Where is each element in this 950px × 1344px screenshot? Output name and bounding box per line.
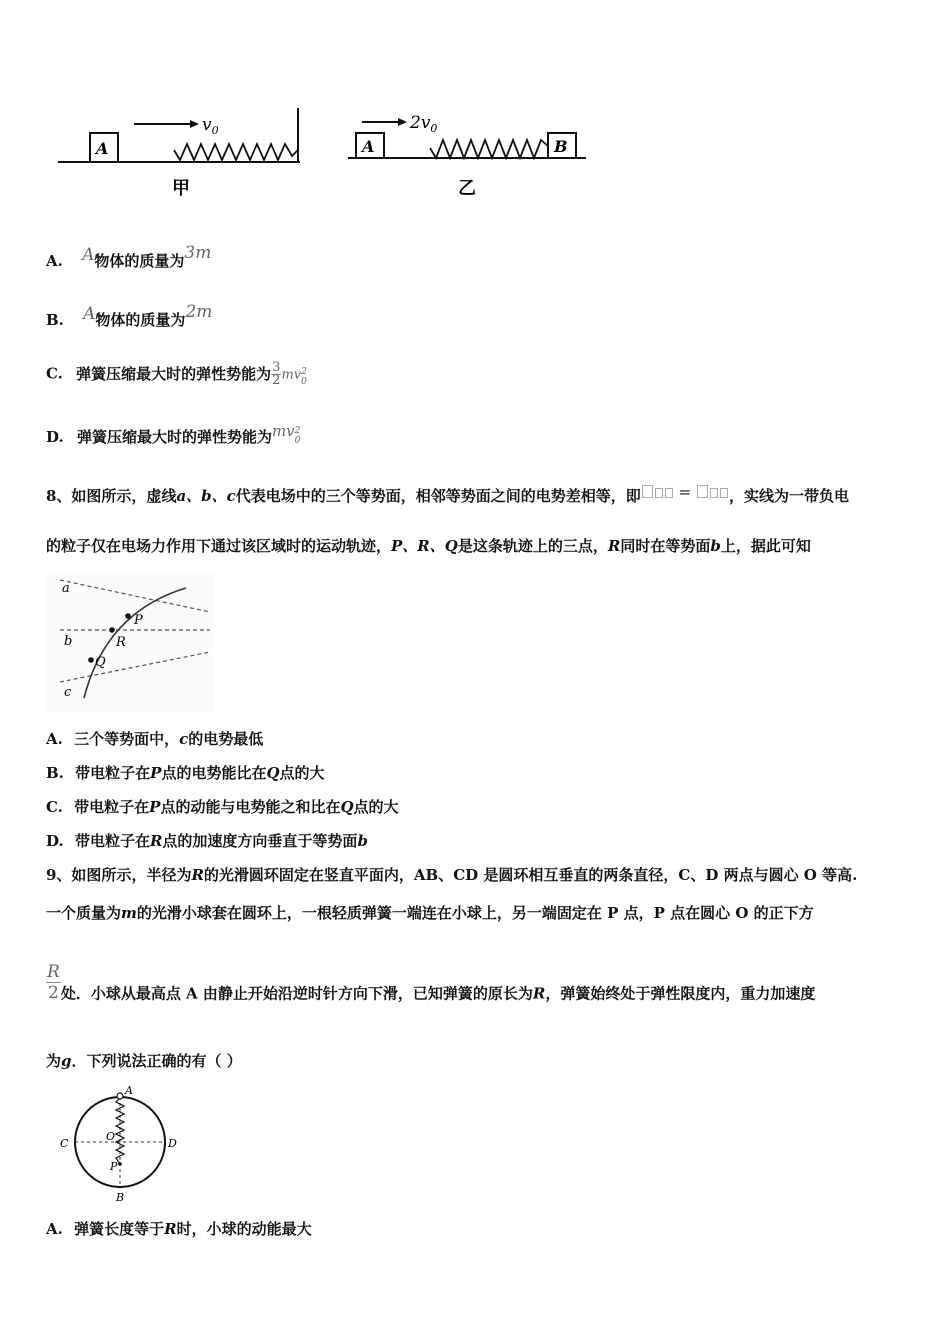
label-c: c [64, 685, 72, 700]
point-r [109, 627, 115, 633]
point-p [118, 1162, 122, 1166]
figure-ring-spring [52, 1082, 192, 1204]
var-r: R [532, 984, 546, 1003]
text: 点的动能与电势能之和比在 [160, 798, 341, 816]
frac-num: 3 [272, 360, 281, 375]
block-b-yi-label: B [554, 137, 568, 156]
label-c: C [60, 1137, 69, 1150]
var: P [150, 764, 162, 782]
option-letter: C. [46, 364, 63, 383]
var-r: R [164, 1220, 177, 1238]
label-p: P [110, 1160, 118, 1173]
math-3m: 3m [184, 243, 212, 263]
q8-option-d[interactable] [46, 830, 368, 851]
option-letter: A. [46, 1220, 63, 1238]
q7-option-a[interactable] [46, 243, 211, 271]
var-m: m [121, 904, 137, 922]
q9-stem-line3 [46, 962, 815, 1004]
math-a: A [83, 304, 96, 324]
v0-subscript: 0 [211, 124, 219, 137]
text: 上，据此可知 [720, 537, 811, 555]
label-b: B [116, 1191, 125, 1204]
text: 的电势最低 [188, 730, 264, 748]
text-points: P、R、Q [391, 537, 458, 555]
text: 点的电势能比在 [161, 764, 267, 782]
option-letter: C. [46, 798, 63, 816]
text: 点的大 [279, 764, 325, 782]
option-letter: A. [46, 252, 63, 270]
text: ，弹簧始终处于弹性限度内，重力加速度 [545, 984, 816, 1003]
missing-glyph-group [641, 483, 729, 501]
label-o: O [106, 1130, 116, 1143]
var: R [149, 832, 163, 850]
option-letter: D. [46, 428, 64, 446]
q9-stem-line2 [46, 902, 814, 923]
spring [116, 1098, 124, 1164]
svg-text:v0 [202, 115, 219, 137]
fraction-r-2 [46, 962, 61, 1003]
two-v0-label: 2v [410, 113, 431, 133]
svg-text:2v0 [409, 113, 437, 135]
option-letter: B. [46, 311, 64, 329]
block-a-yi-label: A [362, 137, 375, 156]
two-v0-subscript: 0 [430, 122, 438, 135]
point-q [88, 657, 94, 663]
var-g: g [61, 1052, 72, 1070]
label-yi: 乙 [458, 178, 476, 199]
figure-spring-blocks [50, 100, 610, 210]
text: 三个等势面中， [74, 730, 180, 748]
text: 的光滑小球套在圆环上，一根轻质弹簧一端连在小球上，另一端固定在 P 点，P 点在圆心 O 的正下方 [136, 904, 814, 922]
math-mv: mv [271, 422, 295, 440]
sub-0: 0 [301, 376, 307, 387]
fraction-3-2 [271, 362, 281, 387]
text: 为 [46, 1052, 62, 1070]
point-p [125, 613, 131, 619]
text: 代表电场中的三个等势面，相邻等势面之间的电势差相等，即 [235, 487, 641, 505]
text-r: R [607, 537, 621, 555]
text-b: b [710, 537, 721, 555]
math-mv: mv [281, 367, 302, 383]
text: 带电粒子在 [74, 832, 150, 850]
spring-yi [430, 140, 548, 158]
q7-option-c[interactable] [46, 362, 309, 387]
text: ，实线为一带负电 [728, 487, 849, 505]
label-r: R [116, 635, 126, 650]
option-text: 弹簧压缩最大时的弹性势能为 [76, 364, 272, 383]
q8-option-b[interactable] [46, 762, 325, 783]
label-q: Q [95, 655, 106, 670]
math-2m: 2m [185, 302, 213, 322]
v0-label: v [202, 115, 212, 135]
label-d: D [168, 1137, 177, 1150]
text-abc: a、b、c [176, 487, 236, 505]
option-text: 弹簧压缩最大时的弹性势能为 [76, 428, 272, 446]
q9-stem-line4 [46, 1050, 242, 1071]
label-jia: 甲 [172, 178, 190, 199]
text: 点的大 [353, 798, 399, 816]
label-p: P [134, 613, 143, 628]
option-text: 物体的质量为 [94, 252, 185, 270]
text: 的粒子仅在电场力作用下通过该区域时的运动轨迹， [46, 537, 392, 555]
var: Q [340, 798, 354, 816]
text: ．下列说法正确的有（ ） [71, 1052, 242, 1070]
q7-option-b[interactable] [46, 302, 212, 330]
q8-stem-line2 [46, 535, 811, 556]
q9-option-a[interactable] [46, 1218, 312, 1239]
var-r: R [191, 866, 204, 884]
sup-2: 2 [301, 366, 307, 377]
sub-0: 0 [294, 436, 301, 446]
text: 9、如图所示，半径为 [46, 866, 192, 884]
option-letter: A. [46, 730, 63, 748]
text: 8、如图所示，虚线 [46, 487, 177, 505]
frac-den: 2 [47, 983, 59, 1003]
text: 点的加速度方向垂直于等势面 [162, 832, 358, 850]
text: 带电粒子在 [75, 764, 151, 782]
q7-option-d[interactable] [46, 422, 303, 447]
label-a: A [125, 1084, 133, 1097]
label-a: a [62, 581, 70, 596]
q8-option-c[interactable] [46, 796, 399, 817]
frac-den: 2 [272, 373, 281, 388]
option-letter: B. [46, 764, 64, 782]
spring-jia [174, 144, 298, 160]
block-a-jia-label: A [96, 139, 109, 158]
var: P [149, 798, 161, 816]
var: Q [266, 764, 280, 782]
text: 处．小球从最高点 A 由静止开始沿逆时针方向下滑，已知弹簧的原长为 [60, 984, 533, 1003]
q8-option-a[interactable] [46, 728, 263, 749]
text: 时，小球的动能最大 [176, 1220, 312, 1238]
text: 的光滑圆环固定在竖直平面内，AB、CD 是圆环相互垂直的两条直径，C、D 两点与圆心 O 等高. [203, 866, 858, 884]
option-text: 物体的质量为 [95, 311, 186, 329]
frac-num: R [47, 962, 60, 982]
text: 带电粒子在 [74, 798, 150, 816]
equals-sign: = [678, 483, 692, 501]
q9-stem-line1 [46, 864, 857, 885]
text: 一个质量为 [46, 904, 122, 922]
figure-equipotential [46, 572, 214, 712]
q8-stem-line1 [46, 483, 849, 506]
sup-2: 2 [294, 426, 301, 436]
var: b [357, 832, 368, 850]
text: 弹簧长度等于 [74, 1220, 165, 1238]
text: 同时在等势面 [620, 537, 711, 555]
math-a: A [82, 245, 95, 265]
ball [117, 1093, 123, 1099]
label-b: b [64, 634, 73, 649]
var: c [179, 730, 189, 748]
text: 是这条轨迹上的三点， [457, 537, 608, 555]
option-letter: D. [46, 832, 64, 850]
